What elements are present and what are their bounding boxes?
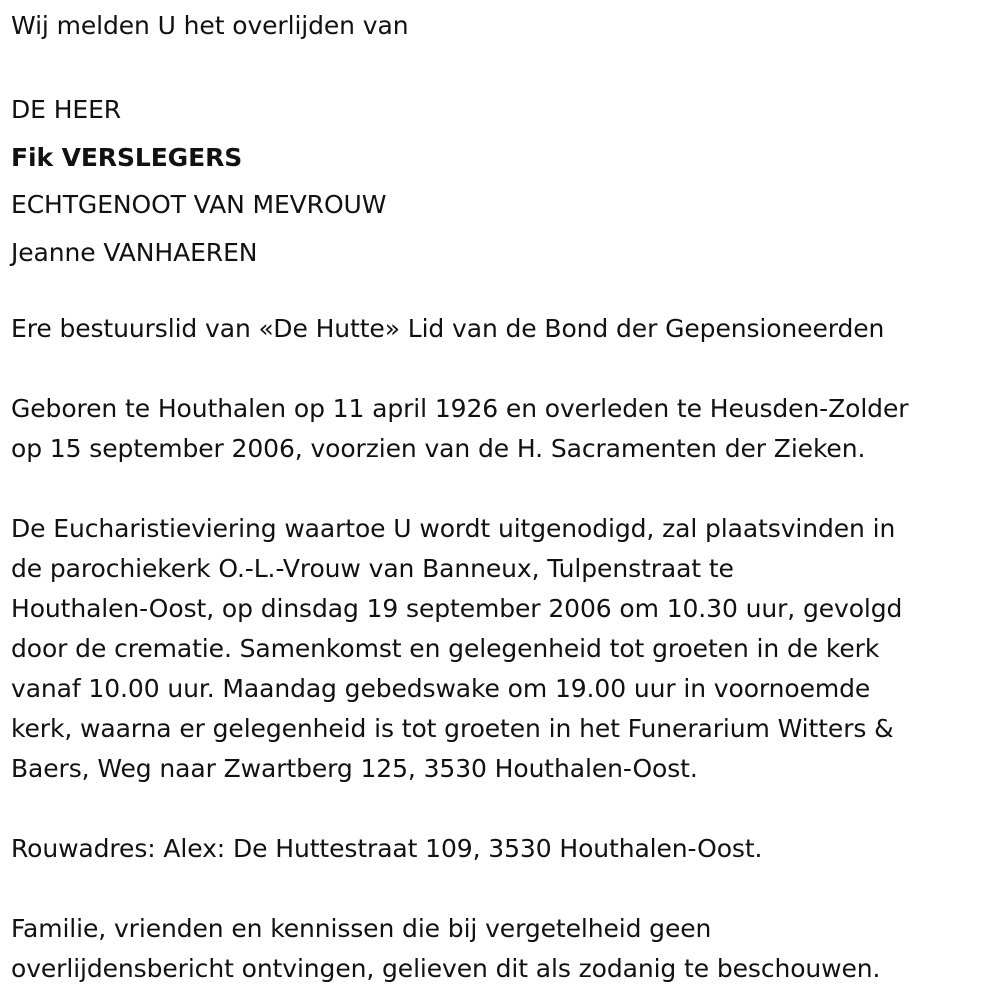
intro-paragraph [11,6,986,46]
obituary-notice [11,6,986,989]
honorific-title: DE HEER [11,95,122,124]
service-line: Houthalen-Oost, op dinsdag 19 september 2006 om 10.30 uur, gevolgd [11,594,903,623]
birth-death-paragraph [11,389,986,469]
roles-text: Ere bestuurslid van «De Hutte» Lid van de Bond der Gepensioneerden [11,314,885,343]
service-line: vanaf 10.00 uur. Maandag gebedswake om 19.00 uur in voornoemde [11,674,871,703]
closing-line: Familie, vrienden en kennissen die bij vergetelheid geen [11,914,712,943]
service-line: Baers, Weg naar Zwartberg 125, 3530 Houthalen-Oost. [11,754,698,783]
service-paragraph [11,509,986,789]
roles-paragraph [11,309,986,349]
service-line: door de crematie. Samenkomst en gelegenheid tot groeten in de kerk [11,634,880,663]
mourning-address: Rouwadres: Alex: De Huttestraat 109, 3530 Houthalen-Oost. [11,834,763,863]
service-line: kerk, waarna er gelegenheid is tot groeten in het Funerarium Witters & [11,714,894,743]
deceased-name: Fik VERSLEGERS [11,142,243,172]
spouse-name: Jeanne VANHAEREN [11,237,258,267]
closing-line: overlijdensbericht ontvingen, gelieven dit als zodanig te beschouwen. [11,954,881,983]
birth-death-line: Geboren te Houthalen op 11 april 1926 en overleden te Heusden-Zolder [11,394,909,423]
spouse-prefix: ECHTGENOOT VAN MEVROUW [11,190,387,219]
service-line: de parochiekerk O.-L.-Vrouw van Banneux, Tulpenstraat te [11,554,734,583]
intro-text: Wij melden U het overlijden van [11,11,409,40]
mourning-address-paragraph [11,829,986,869]
service-line: De Eucharistieviering waartoe U wordt uitgenodigd, zal plaatsvinden in [11,514,896,543]
name-block [11,86,986,276]
closing-paragraph [11,909,986,989]
birth-death-line: op 15 september 2006, voorzien van de H. Sacramenten der Zieken. [11,434,866,463]
